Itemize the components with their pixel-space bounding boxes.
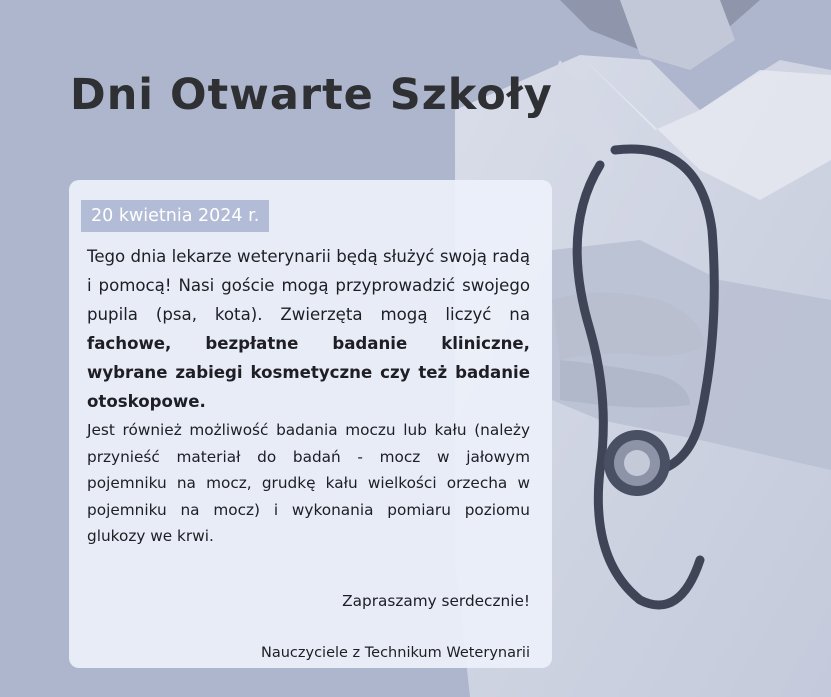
closing-text: Zapraszamy serdecznie! (342, 592, 530, 610)
paragraph-1-bold: fachowe, bezpłatne badanie kliniczne, wybrane zabiegi kosmetyczne czy też badanie otoskopowe. (87, 334, 530, 411)
paragraph-1 (87, 242, 530, 416)
info-card (69, 180, 552, 668)
date-badge: 20 kwietnia 2024 r. (81, 200, 269, 232)
signature-text: Nauczyciele z Technikum Weterynarii (260, 645, 530, 661)
paragraph-2: Jest również możliwość badania moczu lub kału (należy przynieść materiał do badań - mocz w jałowym pojemniku na mocz, grudkę kału wielkości orzecha w pojemniku na mocz) i wykonania pomiaru poziomu glukozy we krwi. (87, 421, 530, 545)
event-description (87, 242, 530, 550)
page-title: Dni Otwarte Szkoły (70, 70, 553, 120)
paragraph-1-intro: Tego dnia lekarze weterynarii będą służyć swoją radą i pomocą! Nasi goście mogą przyprowadzić swojego pupila (psa, kota). Zwierzęta mogą liczyć na (87, 247, 530, 324)
